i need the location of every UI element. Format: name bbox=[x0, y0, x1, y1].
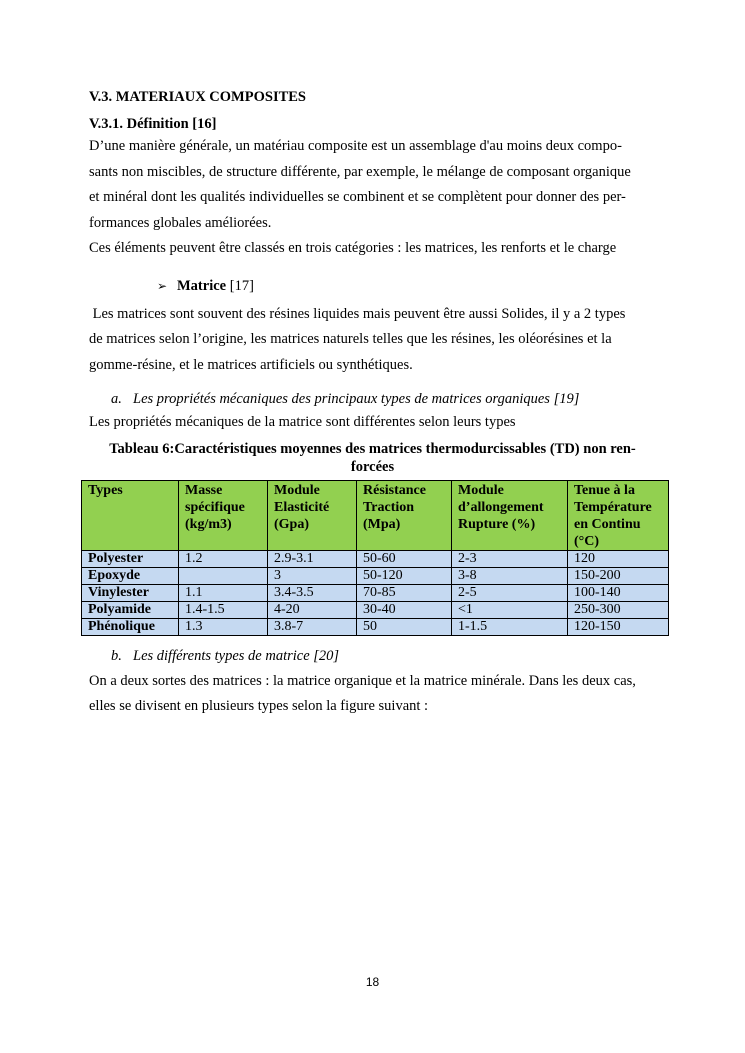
table-cell: 1.4-1.5 bbox=[179, 601, 268, 618]
section-title: V.3. MATERIAUX COMPOSITES bbox=[89, 89, 306, 105]
table-cell: 120-150 bbox=[568, 618, 669, 635]
header-text: en Continu bbox=[574, 516, 641, 532]
table-header-cell bbox=[179, 480, 268, 550]
table-cell: 30-40 bbox=[357, 601, 452, 618]
table-cell: 3.8-7 bbox=[268, 618, 357, 635]
table-cell: 150-200 bbox=[568, 567, 669, 584]
table-header-cell bbox=[357, 480, 452, 550]
item-a-sentence: Les propriétés mécaniques de la matrice sont différentes selon leurs types bbox=[89, 414, 516, 430]
header-text: Module bbox=[274, 482, 320, 498]
list-item-b bbox=[89, 645, 656, 667]
definition-paragraph bbox=[89, 134, 656, 236]
definition-line: et minéral dont les qualités individuelles se combinent et se complètent pour donner des per- bbox=[89, 189, 626, 205]
table-cell: Epoxyde bbox=[82, 567, 179, 584]
header-text: d’allongement bbox=[458, 499, 544, 515]
arrow-bullet-icon: ➢ bbox=[157, 278, 168, 293]
definition-line: D’une manière générale, un matériau composite est un assemblage d'au moins deux compo- bbox=[89, 138, 622, 154]
header-text: spécifique bbox=[185, 499, 245, 515]
page-number: 18 bbox=[365, 975, 380, 989]
caption-line: forcées bbox=[350, 458, 395, 475]
list-marker: b. bbox=[111, 647, 122, 664]
header-text: Traction bbox=[363, 499, 415, 515]
header-text: (°C) bbox=[574, 533, 600, 549]
header-text: Masse bbox=[185, 482, 223, 498]
categories-sentence: Ces éléments peuvent être classés en trois catégories : les matrices, les renforts et le charge bbox=[89, 240, 617, 256]
table-cell: 2-3 bbox=[452, 550, 568, 567]
table-header-cell bbox=[268, 480, 357, 550]
header-text: Rupture (%) bbox=[458, 516, 536, 532]
item-b-line: On a deux sortes des matrices : la matrice organique et la matrice minérale. Dans les deux cas, bbox=[89, 672, 636, 689]
bullet-label: Matrice bbox=[177, 277, 227, 294]
table-header-row bbox=[82, 480, 669, 550]
table-cell: 50-120 bbox=[357, 567, 452, 584]
table-cell: 3.4-3.5 bbox=[268, 584, 357, 601]
matrice-bullet bbox=[89, 274, 656, 298]
header-text: Elasticité bbox=[274, 499, 330, 515]
definition-line: sants non miscibles, de structure différente, par exemple, le mélange de composant organique bbox=[89, 163, 631, 180]
table-cell bbox=[179, 567, 268, 584]
table-caption bbox=[89, 440, 656, 476]
list-item-text: Les différents types de matrice [20] bbox=[133, 647, 340, 664]
table-cell: 120 bbox=[568, 550, 669, 567]
item-b-paragraph bbox=[89, 669, 656, 720]
table-cell: Polyester bbox=[82, 550, 179, 567]
list-item-text: Les propriétés mécaniques des principaux types de matrices organiques [19] bbox=[133, 391, 580, 407]
document-page bbox=[89, 86, 656, 720]
list-item-a bbox=[89, 388, 656, 410]
table-cell: 100-140 bbox=[568, 584, 669, 601]
header-text: Module bbox=[458, 482, 504, 498]
table-header-cell bbox=[82, 480, 179, 550]
header-text: (Mpa) bbox=[363, 516, 401, 532]
table-cell: 70-85 bbox=[357, 584, 452, 601]
table-cell: 50-60 bbox=[357, 550, 452, 567]
properties-table bbox=[81, 480, 669, 636]
table-cell: 250-300 bbox=[568, 601, 669, 618]
matrice-line: gomme-résine, et le matrices artificiels ou synthétiques. bbox=[89, 356, 413, 373]
matrice-line: Les matrices sont souvent des résines liquides mais peuvent être aussi Solides, il y a 2 types bbox=[89, 305, 626, 322]
table-cell: 2.9-3.1 bbox=[268, 550, 357, 567]
table-cell: 1-1.5 bbox=[452, 618, 568, 635]
table-cell: 3 bbox=[268, 567, 357, 584]
matrice-paragraph bbox=[89, 302, 656, 379]
table-cell: Phénolique bbox=[82, 618, 179, 635]
table-cell: Polyamide bbox=[82, 601, 179, 618]
caption-line: Tableau 6:Caractéristiques moyennes des matrices thermodurcissables (TD) non ren- bbox=[109, 440, 636, 457]
list-marker: a. bbox=[111, 391, 122, 407]
item-b-line: elles se divisent en plusieurs types selon la figure suivant : bbox=[89, 698, 429, 714]
table-cell: 50 bbox=[357, 618, 452, 635]
header-text: Température bbox=[574, 499, 652, 515]
header-text: Résistance bbox=[363, 482, 426, 498]
table-header-cell bbox=[568, 480, 669, 550]
table-cell: 3-8 bbox=[452, 567, 568, 584]
table-header-cell bbox=[452, 480, 568, 550]
header-text: (kg/m3) bbox=[185, 516, 232, 532]
table-row bbox=[82, 550, 669, 567]
table-cell: Vinylester bbox=[82, 584, 179, 601]
table-cell: <1 bbox=[452, 601, 568, 618]
definition-line: formances globales améliorées. bbox=[89, 214, 272, 231]
table-cell: 2-5 bbox=[452, 584, 568, 601]
header-text: (Gpa) bbox=[274, 516, 309, 532]
table-row bbox=[82, 601, 669, 618]
table-cell: 1.1 bbox=[179, 584, 268, 601]
table-row bbox=[82, 618, 669, 635]
bullet-reference: [17] bbox=[226, 277, 254, 294]
header-text: Tenue à la bbox=[574, 482, 635, 498]
header-text: Types bbox=[88, 482, 123, 498]
table-cell: 4-20 bbox=[268, 601, 357, 618]
matrice-line: de matrices selon l’origine, les matrices naturels telles que les résines, les oléorésines et la bbox=[89, 331, 612, 347]
subsection-title: V.3.1. Définition [16] bbox=[89, 116, 217, 132]
table-cell: 1.2 bbox=[179, 550, 268, 567]
table-row bbox=[82, 567, 669, 584]
table-cell: 1.3 bbox=[179, 618, 268, 635]
table-row bbox=[82, 584, 669, 601]
